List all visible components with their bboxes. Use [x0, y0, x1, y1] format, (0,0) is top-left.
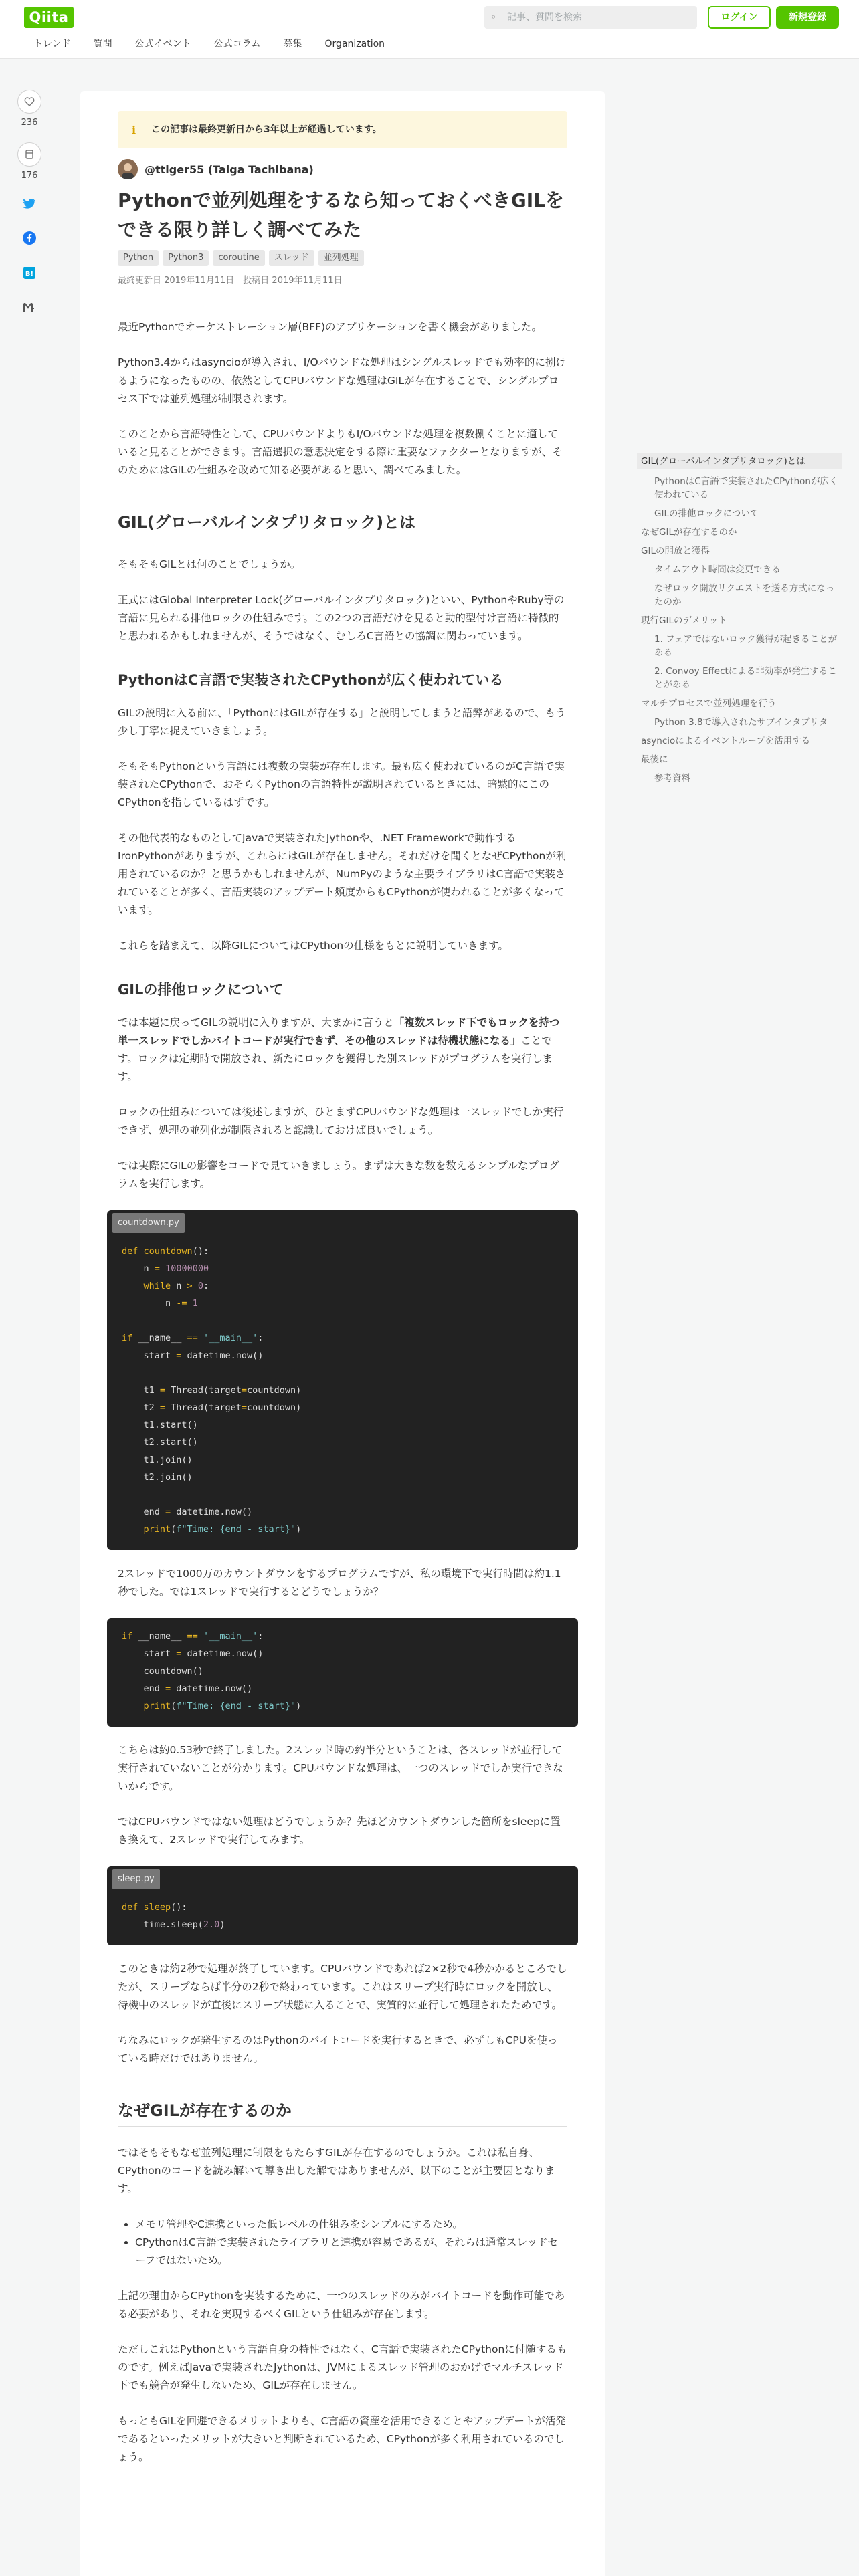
toc-item[interactable]: 参考資料 — [654, 773, 690, 784]
toc-item[interactable]: GIL(グローバルインタプリタロック)とは — [637, 453, 842, 469]
paragraph: こちらは約0.53秒で終了しました。2スレッド時の約半分ということは、各スレッドが並行して実行されていないことが分かります。CPUバウンドな処理は、一つのスレッドでしか実行できないからです。 — [118, 1744, 563, 1792]
paragraph: このときは約2秒で処理が終了しています。CPUバウンドであれば2×2秒で4秒かかるところでしたが、スリープならば半分の2秒で終わっています。これはスリープ実行時にロックを開放し、待機中のスレッドが直後にスリープ状態に入ることで、実質的に並行して処理されたためです。 — [118, 1963, 567, 2011]
signup-button[interactable]: 新規登録 — [776, 6, 839, 29]
avatar[interactable] — [118, 159, 138, 179]
warning-icon — [130, 122, 145, 137]
code-text: if __name__ == '__main__': start = datetime.now() countdown() end = datetime.now() print(f"Time: {end - start}") — [122, 1631, 302, 1711]
paragraph: GILの説明に入る前に、「PythonにはGILが存在する」と説明してしまうと語弊があるので、もう少し丁寧に捉えていきましょう。 — [118, 707, 566, 737]
list-item: • CPythonはC言語で実装されたライブラリと連携が容易であるが、それらは通常スレッドセーフではないため。 — [135, 2234, 567, 2270]
paragraph: そもそもPythonという言語には複数の実装が存在します。最も広く使われているのがC言語で実装されたCPythonで、おそらくPythonの言語特性が説明されているときには、暗黙的にこのCPythonを指しているはずです。 — [118, 760, 565, 809]
toc-item[interactable]: なぜGILが存在するのか — [641, 527, 737, 538]
nav-organization[interactable]: Organization — [324, 39, 385, 49]
stock-count: 176 — [21, 171, 38, 181]
like-count: 236 — [21, 118, 38, 128]
toc-item[interactable]: 現行GILのデメリット — [641, 615, 727, 626]
toc-item[interactable]: GILの開放と獲得 — [641, 546, 710, 556]
paragraph: ただしこれはPythonという言語自身の特性ではなく、C言語で実装されたCPythonに付随するものです。例えばJavaで実装されたJythonは、JVMによるスレッド管理のおかげでマルチスレッド下でも競合が発生しないため、GILが存在しません。 — [118, 2343, 567, 2391]
paragraph: ではそもそもなぜ並列処理に制限をもたらすGILが存在するのでしょうか。これは私自身、CPythonのコードを読み解いて導き出した解ではありませんが、以下のことが主要因となります。 — [118, 2147, 555, 2195]
text: ことです。ロックは定期時で開放され、新たにロックを獲得した別スレッドがプログラムを実行します。 — [118, 1035, 553, 1083]
paragraph: 正式にはGlobal Interpreter Lock(グローバルインタプリタロック)といい、PythonやRuby等の言語に見られる排他ロックの仕組みです。この2つの言語だけを見ると動的型付け言語に特徴的と思われるかもしれませんが、そうではなく、むしろC言語との協調に関わっています。 — [118, 594, 565, 642]
paragraph: Python3.4からはasyncioが導入され、I/Oバウンドな処理はシングルスレッドでも効率的に捌けるようになったものの、依然としてCPUバウンドな処理はGILが存在することで、シングルプロセス下では並列処理が制限されます。 — [118, 356, 566, 405]
global-nav — [33, 33, 407, 55]
toc-item[interactable]: 2. Convoy Effectによる非効率が発生することがある — [654, 666, 837, 690]
twitter-icon[interactable] — [13, 195, 45, 211]
toc-item[interactable]: PythonはC言語で実装されたCPythonが広く使われている — [654, 476, 838, 500]
stock-icon[interactable] — [17, 142, 41, 167]
more-share-icon[interactable] — [13, 300, 45, 316]
heading-cpython: PythonはC言語で実装されたCPythonが広く使われている — [118, 672, 504, 688]
qiita-logo[interactable]: Qiita — [24, 7, 74, 28]
search-icon: ⌕ — [491, 12, 496, 22]
nav-trend[interactable]: トレンド — [33, 39, 71, 49]
tag-coroutine[interactable]: coroutine — [213, 250, 264, 266]
heart-icon[interactable] — [17, 90, 41, 114]
bold-text: 「複数スレッド下でもロックを持つ単一スレッドでしかバイトコードが実行できず、その他のスレッドは待機状態になる」 — [118, 1016, 560, 1047]
code-block-sleep[interactable] — [107, 1866, 578, 1945]
paragraph: 上記の理由からCPythonを実装するために、一つのスレッドのみがバイトコードを動作可能である必要があり、それを実現するべくGILという仕組みが存在します。 — [118, 2290, 565, 2320]
paragraph: もっともGILを回避できるメリットよりも、C言語の資産を活用できることやアップデートが活発であるといったメリットが大きいと判断されているため、CPythonが多く利用されているのでしょう。 — [118, 2415, 566, 2463]
heading-lock: GILの排他ロックについて — [118, 982, 284, 998]
article-body — [118, 318, 567, 2484]
code-text: def countdown(): n = 10000000 while n > 0: n -= 1 if __name__ == '__main__': start = datetime.now() t1 = Thread(target=countdown) t2 = Thread(target=countdown) t1.start() t2.start() t1.join() t2.join() end = datetime.now() print(f"Time: {end - start}") — [122, 1246, 302, 1535]
hatena-bookmark-icon[interactable] — [13, 265, 45, 281]
search-input[interactable]: 記事、質問を検索 — [507, 12, 582, 23]
site-header — [0, 0, 859, 59]
toc-item[interactable]: Python 3.8で導入されたサブインタプリタ — [654, 717, 828, 728]
table-of-contents — [641, 453, 842, 790]
toc-item[interactable]: タイムアウト時間は変更できる — [654, 564, 781, 575]
search-box[interactable] — [484, 6, 697, 29]
paragraph — [118, 1014, 567, 1086]
stock-action[interactable] — [13, 142, 45, 181]
tag-python3[interactable]: Python3 — [163, 250, 209, 266]
code-filename: sleep.py — [112, 1869, 160, 1889]
paragraph: これらを踏まえて、以降GILについてはCPythonの仕様をもとに説明していきます。 — [118, 940, 508, 952]
toc-item[interactable]: GILの排他ロックについて — [654, 508, 759, 519]
nav-recruit[interactable]: 募集 — [283, 39, 302, 49]
author-name[interactable]: @ttiger55 (Taiga Tachibana) — [145, 163, 314, 176]
paragraph: ちなみにロックが発生するのはPythonのバイトコードを実行するときで、必ずしもCPUを使っている時だけではありません。 — [118, 2034, 558, 2064]
svg-text:B!: B! — [25, 270, 34, 278]
nav-questions[interactable]: 質問 — [93, 39, 112, 49]
toc-item[interactable]: 1. フェアではないロック獲得が起きることがある — [654, 634, 838, 658]
toc-item[interactable]: asyncioによるイベントループを活用する — [641, 736, 811, 746]
reason-list — [118, 2216, 567, 2270]
article — [80, 91, 605, 2576]
article-title: Pythonで並列処理をするなら知っておくべきGILをできる限り詳しく調べてみた — [118, 189, 565, 241]
notice-text: この記事は最終更新日から3年以上が経過しています。 — [151, 124, 382, 135]
article-dates: 最終更新日 2019年11月11日 投稿日 2019年11月11日 — [118, 276, 343, 286]
code-text: def sleep(): time.sleep(2.0) — [122, 1902, 225, 1930]
login-button[interactable]: ログイン — [708, 6, 771, 29]
nav-official-events[interactable]: 公式イベント — [134, 39, 191, 49]
tag-list — [118, 250, 364, 266]
paragraph: ロックの仕組みについては後述しますが、ひとまずCPUバウンドな処理は一スレッドでしか実行できず、処理の並列化が制限されると認識しておけば良いでしょう。 — [118, 1106, 564, 1136]
toc-item[interactable]: 最後に — [641, 754, 668, 765]
nav-official-column[interactable]: 公式コラム — [213, 39, 261, 49]
paragraph: 最近Pythonでオーケストレーション層(BFF)のアプリケーションを書く機会がありました。 — [118, 321, 542, 333]
toc-item[interactable]: なぜロック開放リクエストを送る方式になったのか — [654, 583, 835, 607]
code-block-countdown[interactable] — [107, 1210, 578, 1550]
text: では本題に戻ってGILの説明に入りますが、大まかに言うと — [118, 1016, 394, 1029]
svg-text:ℹ: ℹ — [132, 124, 136, 136]
paragraph: その他代表的なものとしてJavaで実装されたJythonや、.NET Frameworkで動作するIronPythonがありますが、これらにはGILが存在しません。それだけを聞くとなぜCPythonが利用されているのか？と思うかもしれませんが、NumPyのような主要ライブラリはC言語で実装されていることが多く、言語実装のアップデート頻度からもCPythonが使われることが多くなっています。 — [118, 832, 567, 916]
facebook-icon[interactable] — [13, 230, 45, 246]
paragraph: そもそもGILとは何のことでしょうか。 — [118, 558, 301, 570]
paragraph: このことから言語特性として、CPUバウンドよりもI/Oバウンドな処理を複数捌くことに適していると見ることができます。言語選択の意思決定をする際に重要なファクターとなりますが、そのためにはGILの仕組みを改めて知る必要があると思い、調べてみました。 — [118, 428, 563, 476]
paragraph: では実際にGILの影響をコードで見ていきましょう。まずは大きな数を数えるシンプルなプログラムを実行します。 — [118, 1160, 559, 1190]
list-item: • メモリ管理やC連携といった低レベルの仕組みをシンプルにするため。 — [135, 2216, 567, 2234]
article-actions — [13, 90, 45, 334]
code-block-single-thread[interactable] — [107, 1618, 578, 1727]
author[interactable] — [118, 159, 314, 179]
toc-item[interactable]: マルチプロセスで並列処理を行う — [641, 698, 777, 709]
tag-parallel[interactable]: 並列処理 — [318, 250, 364, 266]
code-filename: countdown.py — [112, 1213, 185, 1233]
like-action[interactable] — [13, 90, 45, 128]
heading-why-gil: なぜGILが存在するのか — [118, 2097, 567, 2127]
tag-python[interactable]: Python — [118, 250, 159, 266]
tag-thread[interactable]: スレッド — [269, 250, 314, 266]
paragraph: ではCPUバウンドではない処理はどうでしょうか？先ほどカウントダウンした箇所をsleepに置き換えて、2スレッドで実行してみます。 — [118, 1816, 561, 1846]
paragraph: 2スレッドで1000万のカウントダウンをするプログラムですが、私の環境下で実行時間は約1.1秒でした。では1スレッドで実行するとどうでしょうか？ — [118, 1568, 561, 1598]
outdated-notice — [118, 111, 567, 148]
heading-gil: GIL(グローバルインタプリタロック)とは — [118, 509, 567, 538]
